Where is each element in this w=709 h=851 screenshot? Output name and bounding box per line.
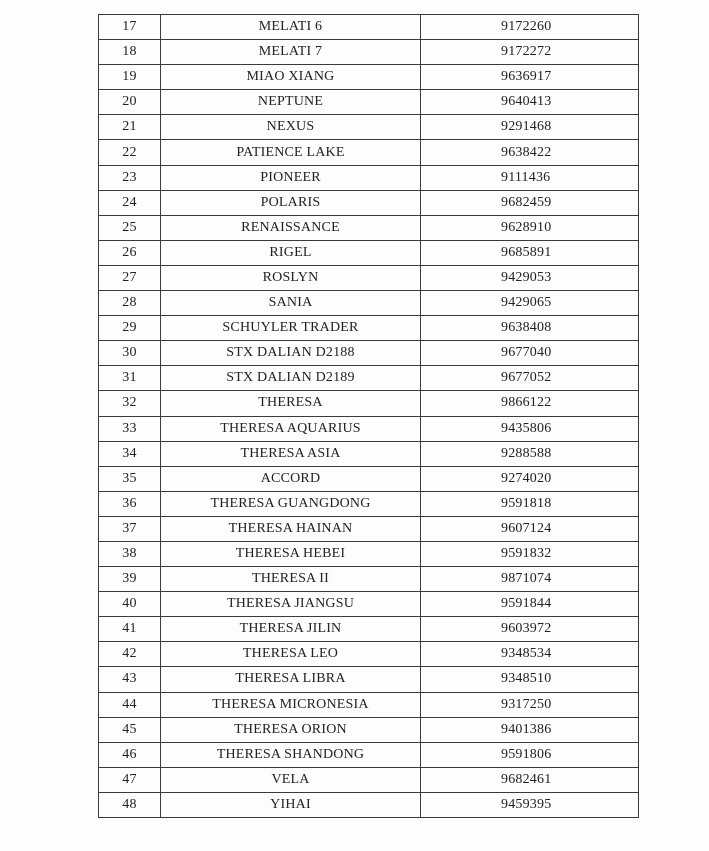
row-number: 24 — [99, 190, 161, 215]
vessel-name: PATIENCE LAKE — [161, 140, 421, 165]
table-row — [99, 416, 639, 441]
imo-number: 9429065 — [421, 291, 639, 316]
table-row — [99, 441, 639, 466]
row-number: 38 — [99, 541, 161, 566]
table-row — [99, 215, 639, 240]
table-row — [99, 667, 639, 692]
imo-number: 9682461 — [421, 767, 639, 792]
vessel-name: THERESA HAINAN — [161, 516, 421, 541]
row-number: 29 — [99, 316, 161, 341]
imo-number: 9435806 — [421, 416, 639, 441]
row-number: 23 — [99, 165, 161, 190]
imo-number: 9866122 — [421, 391, 639, 416]
table-row — [99, 240, 639, 265]
imo-number: 9172272 — [421, 40, 639, 65]
row-number: 18 — [99, 40, 161, 65]
row-number: 40 — [99, 592, 161, 617]
vessel-name: STX DALIAN D2188 — [161, 341, 421, 366]
table-row — [99, 190, 639, 215]
imo-number: 9682459 — [421, 190, 639, 215]
vessel-name: NEPTUNE — [161, 90, 421, 115]
table-row — [99, 15, 639, 40]
table-row — [99, 115, 639, 140]
vessel-name: POLARIS — [161, 190, 421, 215]
vessel-name: NEXUS — [161, 115, 421, 140]
table-row — [99, 742, 639, 767]
imo-number: 9591844 — [421, 592, 639, 617]
row-number: 48 — [99, 792, 161, 817]
imo-number: 9288588 — [421, 441, 639, 466]
imo-number: 9401386 — [421, 717, 639, 742]
table-row — [99, 792, 639, 817]
vessel-name: YIHAI — [161, 792, 421, 817]
imo-number: 9111436 — [421, 165, 639, 190]
imo-number: 9348510 — [421, 667, 639, 692]
table-row — [99, 341, 639, 366]
table-row — [99, 165, 639, 190]
row-number: 43 — [99, 667, 161, 692]
table-row — [99, 65, 639, 90]
imo-number: 9603972 — [421, 617, 639, 642]
vessel-name: THERESA JIANGSU — [161, 592, 421, 617]
vessel-name: THERESA ASIA — [161, 441, 421, 466]
imo-number: 9459395 — [421, 792, 639, 817]
vessel-name: THERESA MICRONESIA — [161, 692, 421, 717]
row-number: 32 — [99, 391, 161, 416]
imo-number: 9638422 — [421, 140, 639, 165]
vessel-name: RENAISSANCE — [161, 215, 421, 240]
vessel-name: STX DALIAN D2189 — [161, 366, 421, 391]
table-row — [99, 767, 639, 792]
row-number: 45 — [99, 717, 161, 742]
vessel-table — [98, 14, 639, 818]
imo-number: 9172260 — [421, 15, 639, 40]
imo-number: 9677040 — [421, 341, 639, 366]
vessel-name: ACCORD — [161, 466, 421, 491]
vessel-name: ROSLYN — [161, 265, 421, 290]
table-row — [99, 140, 639, 165]
vessel-name: MIAO XIANG — [161, 65, 421, 90]
vessel-name: THERESA AQUARIUS — [161, 416, 421, 441]
imo-number: 9591806 — [421, 742, 639, 767]
imo-number: 9685891 — [421, 240, 639, 265]
table-row — [99, 617, 639, 642]
vessel-name: THERESA ORION — [161, 717, 421, 742]
vessel-name: THERESA LIBRA — [161, 667, 421, 692]
imo-number: 9274020 — [421, 466, 639, 491]
vessel-name: VELA — [161, 767, 421, 792]
imo-number: 9591818 — [421, 491, 639, 516]
table-row — [99, 466, 639, 491]
table-row — [99, 391, 639, 416]
row-number: 22 — [99, 140, 161, 165]
row-number: 21 — [99, 115, 161, 140]
row-number: 34 — [99, 441, 161, 466]
row-number: 28 — [99, 291, 161, 316]
imo-number: 9871074 — [421, 567, 639, 592]
vessel-name: PIONEER — [161, 165, 421, 190]
row-number: 25 — [99, 215, 161, 240]
row-number: 17 — [99, 15, 161, 40]
table-row — [99, 316, 639, 341]
vessel-name: THERESA SHANDONG — [161, 742, 421, 767]
vessel-name: SCHUYLER TRADER — [161, 316, 421, 341]
vessel-name: THERESA HEBEI — [161, 541, 421, 566]
imo-number: 9638408 — [421, 316, 639, 341]
imo-number: 9291468 — [421, 115, 639, 140]
table-row — [99, 567, 639, 592]
row-number: 47 — [99, 767, 161, 792]
vessel-name: THERESA JILIN — [161, 617, 421, 642]
row-number: 30 — [99, 341, 161, 366]
table-row — [99, 366, 639, 391]
row-number: 36 — [99, 491, 161, 516]
table-row — [99, 516, 639, 541]
imo-number: 9628910 — [421, 215, 639, 240]
imo-number: 9607124 — [421, 516, 639, 541]
table-row — [99, 717, 639, 742]
table-row — [99, 90, 639, 115]
vessel-name: THERESA II — [161, 567, 421, 592]
vessel-name: THERESA LEO — [161, 642, 421, 667]
vessel-name: RIGEL — [161, 240, 421, 265]
row-number: 27 — [99, 265, 161, 290]
row-number: 35 — [99, 466, 161, 491]
row-number: 20 — [99, 90, 161, 115]
table-row — [99, 692, 639, 717]
row-number: 37 — [99, 516, 161, 541]
vessel-name: THERESA GUANGDONG — [161, 491, 421, 516]
table-row — [99, 291, 639, 316]
row-number: 41 — [99, 617, 161, 642]
vessel-name: MELATI 7 — [161, 40, 421, 65]
vessel-name: MELATI 6 — [161, 15, 421, 40]
table-row — [99, 592, 639, 617]
row-number: 39 — [99, 567, 161, 592]
imo-number: 9348534 — [421, 642, 639, 667]
vessel-table-body — [99, 15, 639, 818]
row-number: 26 — [99, 240, 161, 265]
imo-number: 9591832 — [421, 541, 639, 566]
row-number: 31 — [99, 366, 161, 391]
table-row — [99, 491, 639, 516]
imo-number: 9640413 — [421, 90, 639, 115]
imo-number: 9677052 — [421, 366, 639, 391]
table-row — [99, 265, 639, 290]
row-number: 19 — [99, 65, 161, 90]
table-row — [99, 541, 639, 566]
table-row — [99, 642, 639, 667]
row-number: 44 — [99, 692, 161, 717]
imo-number: 9317250 — [421, 692, 639, 717]
row-number: 33 — [99, 416, 161, 441]
table-row — [99, 40, 639, 65]
imo-number: 9429053 — [421, 265, 639, 290]
row-number: 46 — [99, 742, 161, 767]
vessel-name: THERESA — [161, 391, 421, 416]
imo-number: 9636917 — [421, 65, 639, 90]
row-number: 42 — [99, 642, 161, 667]
vessel-name: SANIA — [161, 291, 421, 316]
